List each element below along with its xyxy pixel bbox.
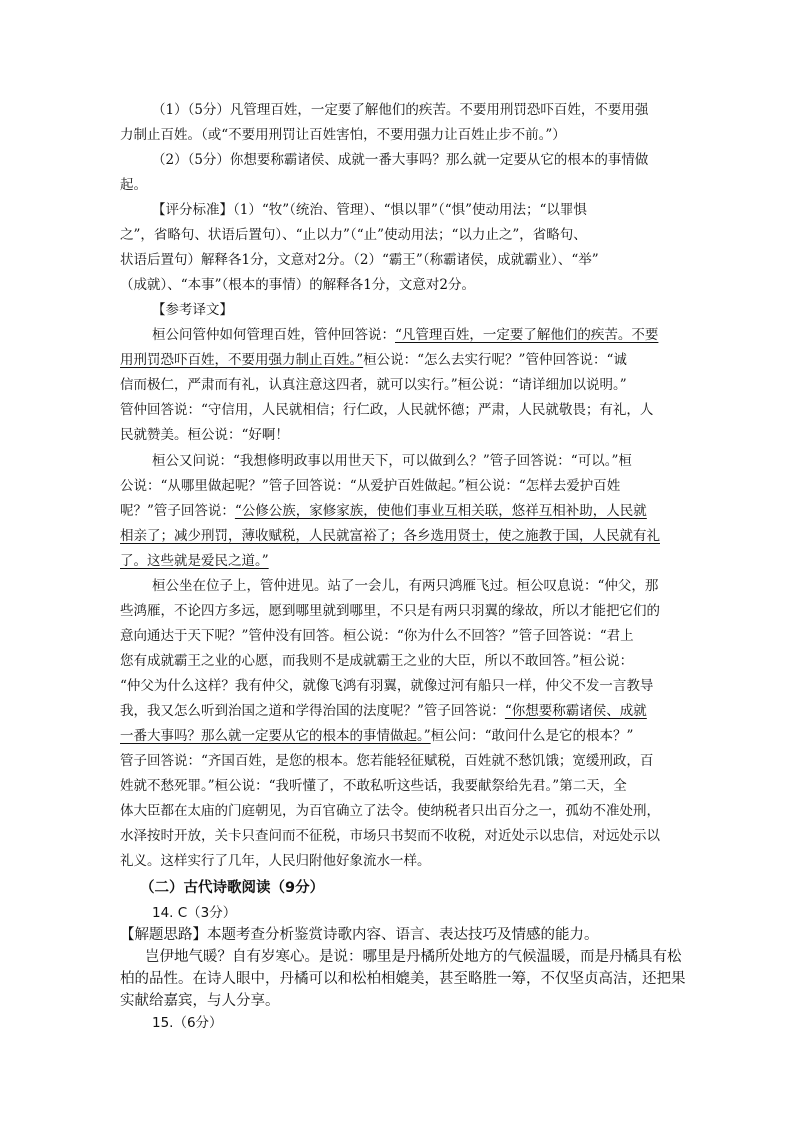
answer-1-line-2: 力制止百姓。（或“不要用刑罚让百姓害怕，不要用强力让百姓止步不前。”） [120, 127, 566, 143]
scoring-line-2: 之”，省略句、状语后置句）、“止以力”（“止”使动用法；“以力止之”，省略句、 [120, 227, 587, 243]
question-14-answer: 14. C（3分） [152, 905, 237, 921]
section-heading-poetry: （二）古代诗歌阅读（9分） [140, 880, 325, 896]
para3-line-7 [120, 726, 633, 746]
para2-underlined: 了。这些就是爱民之道。” [120, 553, 269, 569]
para2-line-5 [120, 551, 269, 571]
para1-line-1 [152, 325, 658, 345]
para3-line-2: 些鸿雁，不论四方多远，愿到哪里就到哪里，不只是有两只羽翼的缘故，所以才能把它们的 [120, 603, 660, 619]
para3-underlined: “你想要称霸诸侯、成就 [504, 703, 647, 719]
para2-line-4 [120, 526, 660, 546]
scoring-line-4: （成就）、“本事”（根本的事情）的解释各1分，文意对2分。 [120, 277, 475, 293]
para3-line-1: 桓公坐在位子上，管仲进见。站了一会儿，有两只鸿雁飞过。桓公叹息说：“仲父，那 [152, 578, 659, 594]
para2-underlined: “公修公族，家修家族，使他们事业互相关联，悠祥互相补助，人民就 [234, 503, 647, 519]
para2-line-2: 公说：“从哪里做起呢？”管子回答说：“从爱护百姓做起。”桓公说：“怎样去爱护百姓 [120, 478, 621, 494]
question-14-tip: 【解题思路】本题考查分析鉴赏诗歌内容、语言、表达技巧及情感的能力。 [120, 927, 599, 943]
scoring-line-3: 状语后置句）解释各1分，文意对2分。（2）“霸王”（称霸诸侯，成就霸业）、“举” [120, 252, 599, 268]
para1-underlined: 用刑罚恐吓百姓，不要用强力制止百姓。” [120, 352, 364, 368]
answer-2-line-2: 起。 [120, 177, 147, 193]
answer-2-line-1: （2）（5分）你想要称霸诸侯、成就一番大事吗？那么就一定要从它的根本的事情做 [152, 152, 649, 168]
question-15-heading: 15.（6分） [152, 1015, 223, 1031]
para3-text: 我，我又怎么听到治国之道和学得治国的法度呢？”管子回答说： [120, 703, 505, 719]
question-14-line-2: 柏的品性。在诗人眼中，丹橘可以和松柏相媲美，甚至略胜一筹，不仅坚贞高洁，还把果 [120, 971, 686, 987]
para1-text: 桓公问管仲如何管理百姓，管仲回答说： [152, 327, 395, 343]
para3-line-6 [120, 701, 647, 721]
question-14-line-3: 实献给嘉宾，与人分享。 [120, 993, 280, 1009]
para1-line-2 [120, 350, 627, 370]
para2-text: 呢？”管子回答说： [120, 503, 235, 519]
para3-line-10: 体大臣都在太庙的门庭朝见，为百官确立了法令。使纳税者只出百分之一，孤幼不准处刑， [120, 803, 660, 819]
para2-underlined: 相亲了；减少刑罚，薄收赋税，人民就富裕了；各乡选用贤士，使之施教于国，人民就有礼 [120, 528, 660, 544]
para1-underlined: “凡管理百姓，一定要了解他们的疾苦。不要 [395, 327, 659, 343]
answer-1-line-1: （1）（5分）凡管理百姓，一定要了解他们的疾苦。不要用刑罚恐吓百姓，不要用强 [152, 102, 649, 118]
question-14-line-1: 岂伊地气暖？自有岁寒心。是说：哪里是丹橘所处地方的气候温暖，而是丹橘具有松 [145, 949, 682, 965]
scoring-line-1: 【评分标准】（1）“牧”（统治、管理）、“惧以罪”（“惧”使动用法；“以罪惧 [152, 202, 587, 218]
para3-line-12: 礼义。这样实行了几年，人民归附他好象流水一样。 [120, 853, 431, 869]
reference-title: 【参考译文】 [152, 302, 233, 318]
para3-line-8: 管子回答说：“齐国百姓，是您的根本。您若能轻征赋税，百姓就不愁饥饿；宽缓刑政，百 [120, 753, 654, 769]
para3-line-9: 姓就不愁死罪。”桓公说：“我听懂了，不敢私听这些话，我要献祭给先君。”第二天，全 [120, 778, 627, 794]
para3-line-5: “仲父为什么这样？我有仲父，就像飞鸿有羽翼，就像过河有船只一样，仲父不发一言教导 [120, 678, 654, 694]
para2-line-1: 桓公又问说：“我想修明政事以用世天下，可以做到么？”管子回答说：“可以。”桓 [152, 453, 632, 469]
para2-line-3 [120, 501, 647, 521]
para3-line-11: 水泽按时开放，关卡只查问而不征税，市场只书契而不收税，对近处示以忠信，对远处示以 [120, 828, 660, 844]
para3-text: 桓公问：“敢问什么是它的根本？” [430, 728, 634, 744]
para1-line-5: 民就赞美。桓公说：“好啊！ [120, 427, 289, 443]
para3-line-3: 意向通达于天下呢？”管仲没有回答。桓公说：“你为什么不回答？”管子回答说：“君上 [120, 628, 634, 644]
para1-line-3: 信而极仁，严肃而有礼，认真注意这四者，就可以实行。”桓公说：“请详细加以说明。” [120, 377, 627, 393]
para1-line-4: 管仲回答说：“守信用，人民就相信；行仁政，人民就怀德；严肃，人民就敬畏；有礼，人 [120, 402, 654, 418]
para3-line-4: 您有成就霸王之业的心愿，而我则不是成就霸王之业的大臣，所以不敢回答。”桓公说： [120, 653, 634, 669]
para3-underlined: 一番大事吗？那么就一定要从它的根本的事情做起。” [120, 728, 431, 744]
para1-text: 桓公说：“怎么去实行呢？”管仲回答说：“诚 [363, 352, 627, 368]
